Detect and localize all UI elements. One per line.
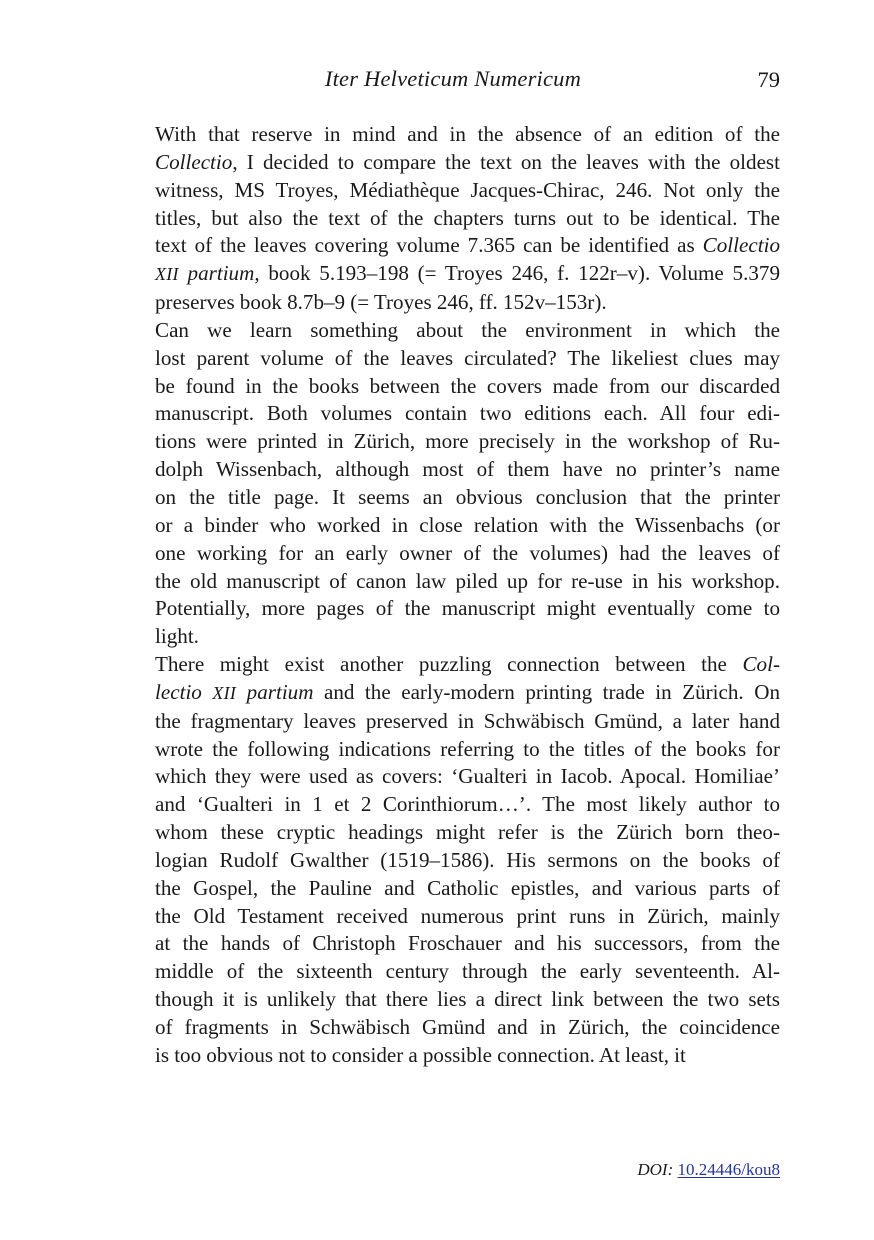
text-line [126,708,780,736]
line-text: and ‘Gualteri in 1 et 2 Corinthiorum…’. The most likely author to [155,792,780,817]
text-line [126,232,780,260]
text-line [126,400,780,428]
doi-link[interactable]: 10.24446/kou8 [677,1160,780,1179]
line-text: , book 5.193–198 (= Troyes 246, f. 122r–v). Volume 5.379 [254,261,780,286]
line-text: one working for an early owner of the volumes) had the leaves of [155,540,780,565]
text-line [126,484,780,512]
work-title-numeral: XII [212,682,237,703]
line-text: which they were used as covers: ‘Gualteri in Iacob. Apocal. Homiliae’ [155,764,780,789]
line-text: at the hands of Christoph Froschauer and his successors, from the [155,931,780,956]
doi-label: DOI: [637,1160,674,1179]
work-title-collectio: lectio [155,679,213,704]
line-text: Can we learn something about the environment in which the [155,317,780,342]
line-text: , I decided to compare the text on the leaves with the oldest [232,149,780,174]
text-line [126,875,780,903]
line-text: the fragmentary leaves preserved in Schwäbisch Gmünd, a later hand [155,708,780,733]
work-title-collectio: Collectio [702,233,780,258]
text-line [126,819,780,847]
text-line [126,149,780,177]
line-text: Potentially, more pages of the manuscript might eventually come to [155,596,780,621]
text-line [126,903,780,931]
work-title-collectio: Col- [742,652,780,677]
text-line [126,791,780,819]
text-line [126,986,780,1014]
line-text: With that reserve in mind and in the absence of an edition of the [155,122,780,146]
text-line [126,679,780,708]
line-text: There might exist another puzzling connection between the [155,652,743,677]
text-line [126,345,780,373]
line-text: the Gospel, the Pauline and Catholic epistles, and various parts of [155,875,780,900]
text-line [126,177,780,205]
line-text: and the early-modern printing trade in Zürich. On [313,679,780,704]
line-text: middle of the sixteenth century through the early seventeenth. Al- [155,959,780,984]
line-text: light. [155,624,199,649]
text-line [126,930,780,958]
line-text: titles, but also the text of the chapters turns out to be identical. The [155,205,780,230]
text-line [126,540,780,568]
text-line [126,456,780,484]
text-line [126,317,780,345]
text-line [126,763,780,791]
text-line [126,121,780,149]
text-line [126,373,780,401]
line-text: tions were printed in Zürich, more precisely in the workshop of Ru- [155,429,780,454]
paragraph-2 [126,317,780,651]
text-line [126,847,780,875]
line-text: manuscript. Both volumes contain two editions each. All four edi- [155,401,780,426]
text-line [126,1042,780,1070]
text-line [126,205,780,233]
doi-footer [637,1160,780,1180]
line-text: text of the leaves covering volume 7.365 can be identified as [155,233,703,258]
line-text: lost parent volume of the leaves circulated? The likeliest clues may [155,345,780,370]
line-text: dolph Wissenbach, although most of them have no printer’s name [155,457,780,482]
running-head-title: Iter Helveticum Numericum [324,66,582,91]
line-text: though it is unlikely that there lies a direct link between the two sets [155,987,780,1012]
text-line [126,512,780,540]
line-text: is too obvious not to consider a possible connection. At least, it [155,1042,686,1067]
text-line [126,428,780,456]
running-head [126,66,780,100]
paragraph-1 [126,121,780,317]
line-text: be found in the books between the covers made from our discarded [155,373,780,398]
line-text: or a binder who worked in close relation with the Wissenbachs (or [155,512,780,537]
work-title-numeral: XII [155,264,179,285]
line-text: whom these cryptic headings might refer is the Zürich born theo- [155,820,780,845]
work-title-partium: partium [178,261,255,286]
text-line [126,1014,780,1042]
text-line [126,595,780,623]
text-line [126,651,780,679]
line-text: preserves book 8.7b–9 (= Troyes 246, ff. 152v–153r). [155,290,607,315]
line-text: the Old Testament received numerous print runs in Zürich, mainly [155,903,780,928]
text-line [126,623,780,651]
paragraph-3 [126,651,780,1070]
work-title-partium: partium [236,679,314,704]
text-line [126,568,780,596]
text-line [126,260,780,289]
text-line [126,736,780,764]
line-text: the old manuscript of canon law piled up for re-use in his workshop. [155,568,780,593]
page-number: 79 [757,67,780,92]
text-line [126,958,780,986]
text-line [126,289,780,317]
line-text: witness, MS Troyes, Médiathèque Jacques-Chirac, 246. Not only the [155,177,780,202]
line-text: logian Rudolf Gwalther (1519–1586). His sermons on the books of [155,847,780,872]
line-text: of fragments in Schwäbisch Gmünd and in Zürich, the coincidence [155,1015,780,1039]
line-text: wrote the following indications referring to the titles of the books for [155,736,780,761]
work-title-collectio: Collectio [155,149,233,174]
body-text-column [126,121,780,1070]
line-text: on the title page. It seems an obvious conclusion that the printer [155,484,780,509]
